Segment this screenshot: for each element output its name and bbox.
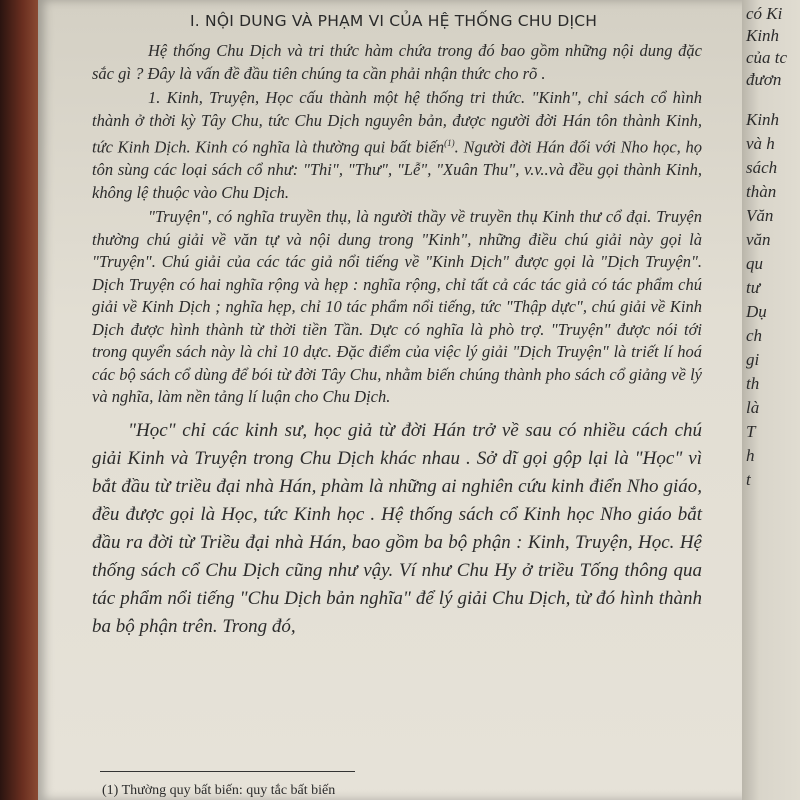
right-page-line: Dụ bbox=[746, 302, 767, 321]
footnote: (1) Thường quy bất biến: quy tắc bất biến bbox=[102, 783, 336, 798]
right-page-line: Kinh bbox=[746, 110, 780, 129]
right-page-line: h bbox=[746, 446, 755, 465]
right-page bbox=[742, 0, 800, 800]
paragraph-truyen: "Truyện", có nghĩa truyền thụ, là người thầy về truyền thụ Kinh thư cổ đại. Truyện thường chú giải về văn tự và nội dung trong "Kinh", những điều chú giải này gọi là "Truyện". Chú giải của các tác giả nổi tiếng về "Kinh Dịch" được gọi là "Dịch Truyện". Dịch Truyện có hai nghĩa rộng và hẹp : nghĩa rộng, chỉ tất cả các tác giả có tác phẩm chú giải về Kinh Dịch ; nghĩa hẹp, chỉ 10 tác phẩm nổi tiếng, tức "Thập dực", chú giải về Kinh Dịch được hình thành từ thời tiền Tần. Dực có nghĩa là phò trợ. "Truyện" được nói tới trong quyển sách này là chỉ 10 dực. Đặc điểm của việc lý giải "Dịch Truyện" là triết lí hoá các bộ sách cổ dùng để bói từ đời Tây Chu, nhằm biến chúng thành pho sách cổ giảng về lý và nghĩa, làm nền tảng lí luận cho Chu Dịch. bbox=[92, 207, 702, 406]
right-page-line: T bbox=[746, 422, 756, 441]
section-heading: I. NỘI DUNG VÀ PHẠM VI CỦA HỆ THỐNG CHU DỊCH bbox=[190, 12, 598, 30]
right-page-line: tư bbox=[746, 278, 760, 297]
right-page-line: là bbox=[746, 398, 760, 417]
right-page-line: t bbox=[746, 470, 751, 489]
paragraph-kinh-tail: . Người đời Hán đối với Nho học, họ tôn sùng các loại sách cổ như: "Thi", "Thư", "Lễ", "Xuân Thu", v.v..và đều gọi thành Kinh, không lệ thuộc vào Chu Dịch. bbox=[92, 137, 702, 202]
paragraph-hoc: "Học" chỉ các kinh sư, học giả từ đời Hán trở về sau có nhiều cách chú giải Kinh và Truyện trong Chu Dịch khác nhau . Sở dĩ gọi gộp lại là "Học" vì bắt đầu từ triều đại nhà Hán, phàm là những ai nghiên cứu kinh điển Nho giáo, đều được gọi là Học, tức Kinh học . Hệ thống sách cổ Kinh học Nho giáo bắt đầu ra đời từ Triều đại nhà Hán, bao gồm ba bộ phận : Kinh, Truyện, Học. Hệ thống sách cổ Chu Dịch cũng như vậy. Ví như Chu Hy ở triều Tống thông qua tác phẩm nổi tiếng "Chu Dịch bản nghĩa" để lý giải Chu Dịch, từ đó hình thành ba bộ phận trên. Trong đó, bbox=[92, 419, 702, 637]
right-page-line: Kinh bbox=[746, 26, 780, 45]
right-page-line: gi bbox=[746, 350, 760, 369]
right-page-line: và h bbox=[746, 134, 775, 153]
right-page-line: ch bbox=[746, 326, 763, 345]
right-page-line: đươn bbox=[746, 70, 782, 89]
right-page-line: văn bbox=[746, 230, 771, 249]
right-page-line: sách bbox=[746, 158, 778, 177]
right-page-line: thàn bbox=[746, 182, 777, 201]
paragraph-intro: Hệ thống Chu Dịch và tri thức hàm chứa trong đó bao gồm những nội dung đặc sắc gì ? Đây là vấn đề đầu tiên chúng ta cần phải nhận thức cho rõ . bbox=[92, 41, 702, 83]
right-page-line: Văn bbox=[746, 206, 774, 225]
right-page-line: qu bbox=[746, 254, 763, 273]
right-page-line: của tc bbox=[746, 48, 788, 67]
paragraph-kinh bbox=[92, 87, 702, 204]
footnote-marker: (1) bbox=[444, 138, 455, 148]
right-page-line: th bbox=[746, 374, 760, 393]
book-spine-shadow bbox=[0, 0, 38, 800]
main-text bbox=[92, 40, 702, 641]
paragraph-kinh-text: 1. Kinh, Truyện, Học cấu thành một hệ thống tri thức. "Kinh", chỉ sách cổ hình thành ở thời kỳ Tây Chu, tức Chu Dịch nguyên bản, được người đời Hán tôn thành Kinh, tức Kinh Dịch. Kinh có nghĩa là thường qui bất biến bbox=[92, 88, 702, 157]
footnote-rule bbox=[100, 771, 355, 772]
right-page-line: có Ki bbox=[746, 4, 783, 23]
